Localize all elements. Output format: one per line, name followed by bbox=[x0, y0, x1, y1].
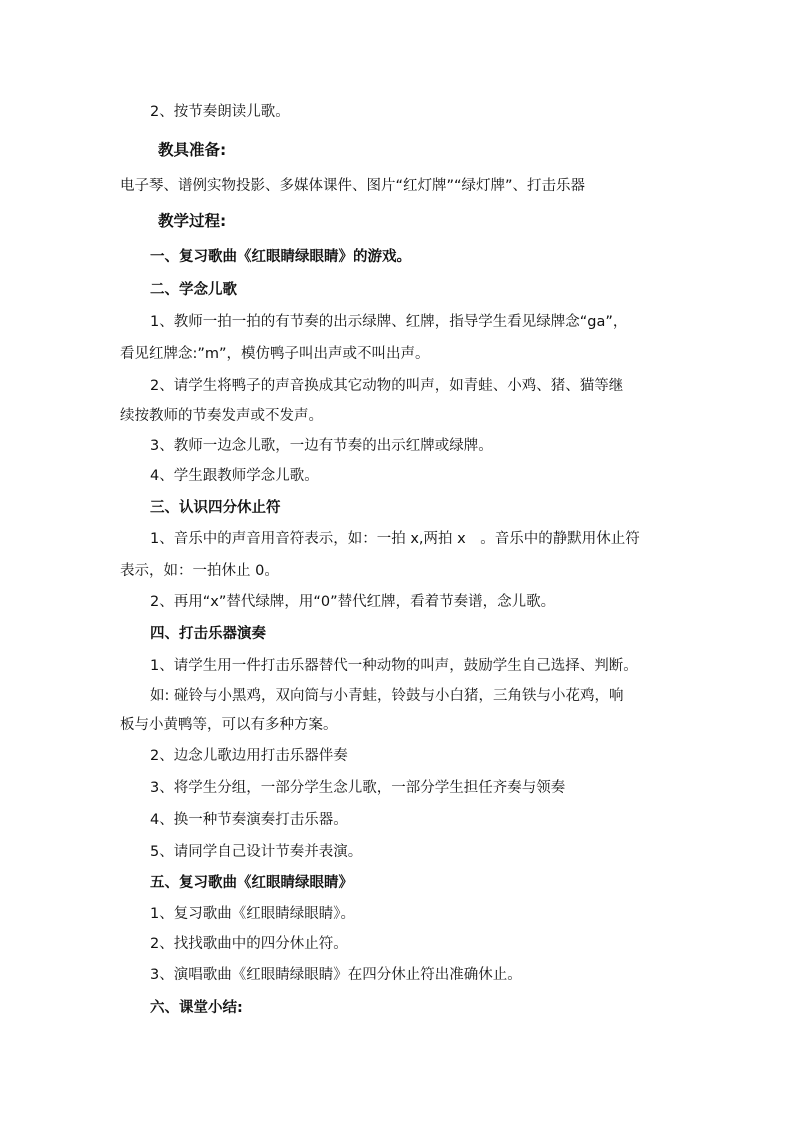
text-line: 4、学生跟教师学念儿歌。 bbox=[150, 468, 319, 484]
text-line: 1、教师一拍一拍的有节奏的出示绿牌、红牌，指导学生看见绿牌念“ga”， bbox=[150, 314, 628, 330]
section-heading: 六、课堂小结: bbox=[150, 1000, 243, 1016]
text-line: 如: 碰铃与小黑鸡，双向筒与小青蛙，铃鼓与小白猪，三角铁与小花鸡，响 bbox=[150, 688, 624, 704]
text-line: 板与小黄鸭等，可以有多种方案。 bbox=[120, 717, 338, 733]
section-heading: 教具准备: bbox=[158, 141, 227, 159]
text-line: 2、边念儿歌边用打击乐器伴奏 bbox=[150, 748, 348, 764]
text-line: 1、音乐中的声音用音符表示，如：一拍 x,两拍 x 。音乐中的静默用休止符 bbox=[150, 531, 640, 547]
text-line: 2、再用“x”替代绿牌，用“0”替代红牌，看着节奏谱，念儿歌。 bbox=[150, 594, 556, 610]
section-heading: 教学过程: bbox=[158, 212, 227, 230]
text-line: 看见红牌念:”m”，模仿鸭子叫出声或不叫出声。 bbox=[120, 346, 430, 362]
section-heading: 二、学念儿歌 bbox=[150, 282, 237, 298]
text-line: 4、换一种节奏演奏打击乐器。 bbox=[150, 812, 348, 828]
text-line: 2、找找歌曲中的四分休止符。 bbox=[150, 936, 348, 952]
text-line: 1、复习歌曲《红眼睛绿眼睛》。 bbox=[150, 906, 355, 922]
text-line: 3、将学生分组，一部分学生念儿歌，一部分学生担任齐奏与领奏 bbox=[150, 780, 566, 796]
text-line: 3、演唱歌曲《红眼睛绿眼睛》在四分休止符出准确休止。 bbox=[150, 967, 522, 983]
text-line: 3、教师一边念儿歌，一边有节奏的出示红牌或绿牌。 bbox=[150, 438, 493, 454]
text-line: 2、请学生将鸭子的声音换成其它动物的叫声，如青蛙、小鸡、猪、猫等继 bbox=[150, 378, 624, 394]
text-line: 2、按节奏朗读儿歌。 bbox=[150, 104, 290, 120]
section-heading: 一、复习歌曲《红眼睛绿眼睛》的游戏。 bbox=[150, 249, 411, 265]
text-line: 电子琴、谱例实物投影、多媒体课件、图片“红灯牌”“绿灯牌”、打击乐器 bbox=[120, 178, 586, 194]
text-line: 5、请同学自己设计节奏并表演。 bbox=[150, 844, 363, 860]
section-heading: 四、打击乐器演奏 bbox=[150, 626, 266, 642]
text-line: 1、请学生用一件打击乐器替代一种动物的叫声，鼓励学生自己选择、判断。 bbox=[150, 658, 638, 674]
section-heading: 三、认识四分休止符 bbox=[150, 500, 281, 516]
text-line: 续按教师的节奏发声或不发声。 bbox=[120, 408, 323, 424]
section-heading: 五、复习歌曲《红眼睛绿眼睛》 bbox=[150, 875, 353, 891]
text-line: 表示，如：一拍休止 0。 bbox=[120, 563, 279, 579]
